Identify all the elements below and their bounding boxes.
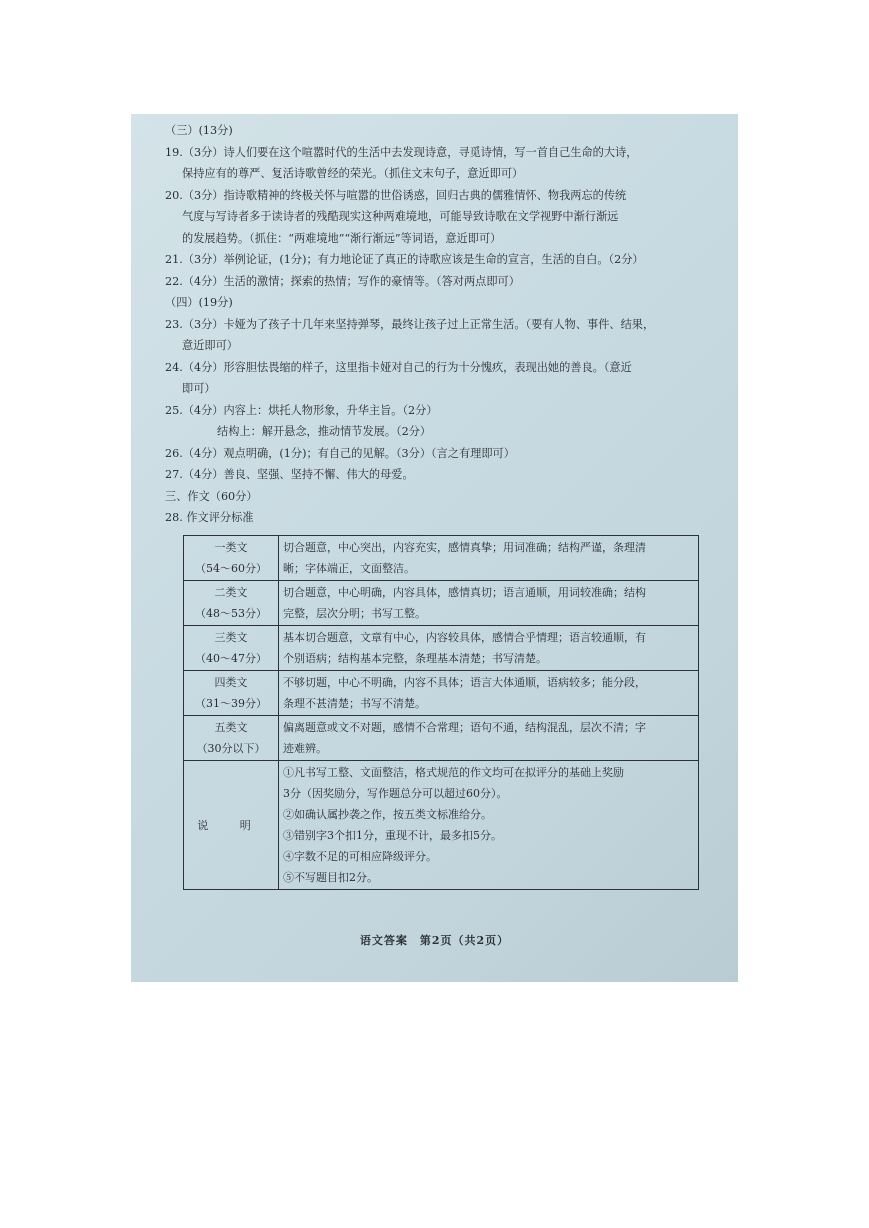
answer-25-line-1: 25.（4分）内容上：烘托人物形象，升华主旨。（2分） (165, 403, 438, 417)
criteria-cell: 不够切题，中心不明确，内容不具体；语言大体通顺，语病较多；能分段， 条理不甚清楚；书写不清楚。 (279, 671, 699, 716)
table-row (184, 761, 699, 890)
answer-26: 26.（4分）观点明确，(1分)；有自己的见解。（3分）（言之有理即可） (165, 446, 515, 460)
grade-cell: 二类文 （48～53分） (184, 581, 279, 626)
answer-24-line-2: 即可） (182, 382, 216, 395)
table-row (184, 671, 699, 716)
note-line: ②如确认属抄袭之作，按五类文标准给分。 (283, 808, 492, 821)
grade-cell: 三类文 （40～47分） (184, 626, 279, 671)
answer-24-line-1: 24.（4分）形容胆怯畏缩的样子，这里指卡娅对自己的行为十分愧疚，表现出她的善良。（意近 (165, 360, 632, 374)
answer-27: 27.（4分）善良、坚强、坚持不懈、伟大的母爱。 (165, 468, 414, 481)
notes-label: 说 明 (184, 761, 279, 890)
note-line: ③错别字3个扣1分，重现不计，最多扣5分。 (283, 829, 502, 842)
note-line: 3分（因奖励分，写作题总分可以超过60分）。 (283, 787, 508, 800)
table-row (184, 716, 699, 761)
answer-19-line-1: 19.（3分）诗人们要在这个喧嚣时代的生活中去发现诗意，寻觅诗情，写一首自己生命的大诗， (165, 145, 638, 159)
answer-22: 22.（4分）生活的激情；探索的热情；写作的豪情等。（答对两点即可） (165, 274, 520, 288)
table-row (184, 536, 699, 581)
composition-heading: 三、作文（60分） (165, 489, 258, 503)
answer-20-line-2: 气度与写诗者多于读诗者的残酷现实这种两难境地，可能导致诗歌在文学视野中渐行渐远 (182, 210, 619, 223)
note-line: ⑤不写题目扣2分。 (283, 871, 378, 884)
answer-19-line-2: 保持应有的尊严、复活诗歌曾经的荣光。（抓住文末句子，意近即可） (182, 167, 524, 180)
grade-cell: 五类文 （30分以下） (184, 716, 279, 761)
answer-20-line-3: 的发展趋势。（抓住：“两难境地”“渐行渐远”等词语，意近即可） (182, 231, 502, 245)
page-footer: 语文答案 第2页（共2页） (359, 934, 510, 947)
answer-text (165, 120, 710, 529)
answer-20-line-1: 20.（3分）指诗歌精神的终极关怀与喧嚣的世俗诱惑，回归古典的儒雅情怀、物我两忘的传统 (165, 188, 627, 202)
rubric-table (183, 535, 699, 890)
answer-21: 21.（3分）举例论证，(1分)；有力地论证了真正的诗歌应该是生命的宣言，生活的自白。（2分） (165, 253, 644, 266)
answer-23-line-2: 意近即可） (182, 339, 238, 352)
rubric-heading: 28. 作文评分标准 (165, 511, 254, 524)
criteria-cell: 切合题意，中心明确，内容具体，感情真切；语言通顺，用词较准确；结构 完整，层次分明；书写工整。 (279, 581, 699, 626)
section-3-heading: （三）(13分) (165, 124, 233, 137)
answer-25-line-2: 结构上：解开悬念，推动情节发展。（2分） (217, 425, 432, 438)
criteria-cell: 基本切合题意，文章有中心，内容较具体，感情合乎情理；语言较通顺，有 个别语病；结构基本完整，条理基本清楚；书写清楚。 (279, 626, 699, 671)
table-row (184, 581, 699, 626)
criteria-cell: 切合题意，中心突出，内容充实，感情真挚；用词准确；结构严谨，条理清 晰；字体端正，文面整洁。 (279, 536, 699, 581)
note-line: ①凡书写工整、文面整洁，格式规范的作文均可在拟评分的基础上奖励 (283, 766, 624, 779)
notes-cell (279, 761, 699, 890)
grade-cell: 一类文 （54～60分） (184, 536, 279, 581)
grade-cell: 四类文 （31～39分） (184, 671, 279, 716)
criteria-cell: 偏离题意或文不对题，感情不合常理；语句不通，结构混乱，层次不清；字 迹难辨。 (279, 716, 699, 761)
answer-sheet-photo (131, 114, 738, 982)
table-row (184, 626, 699, 671)
section-4-heading: （四）(19分) (165, 296, 233, 309)
note-line: ④字数不足的可相应降级评分。 (283, 850, 437, 863)
answer-23-line-1: 23.（3分）卡娅为了孩子十几年来坚持弹琴，最终让孩子过上正常生活。（要有人物、事件、结果， (165, 317, 655, 331)
